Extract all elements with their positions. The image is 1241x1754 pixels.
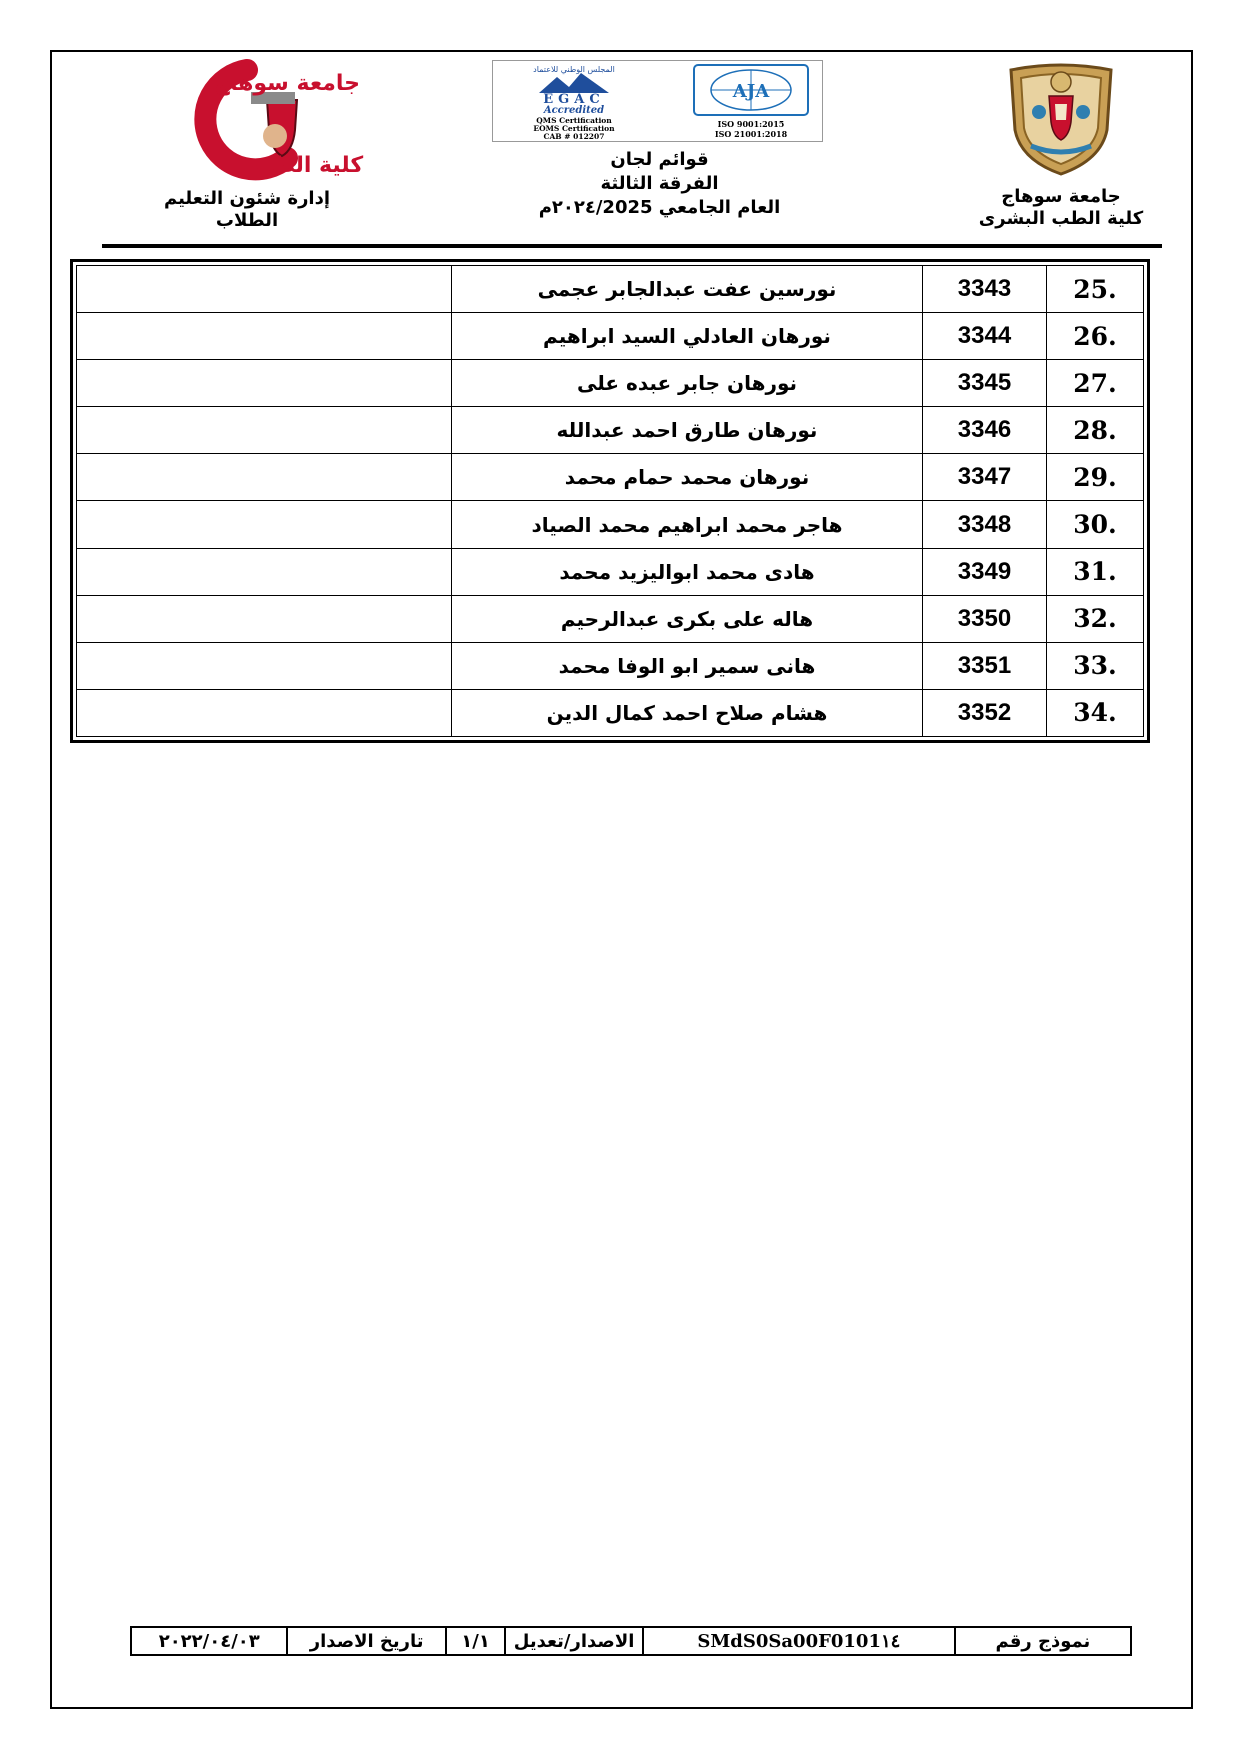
form-number-label: نموذج رقم bbox=[954, 1628, 1130, 1654]
table-row bbox=[77, 548, 1144, 595]
egac-line1: QMS Certification bbox=[536, 116, 612, 125]
header-divider bbox=[102, 244, 1162, 248]
notes-cell bbox=[77, 360, 452, 407]
table-row bbox=[77, 642, 1144, 689]
document-header bbox=[52, 52, 1191, 242]
egac-status: Accredited bbox=[543, 105, 605, 116]
row-number: .26 bbox=[1047, 313, 1144, 360]
faculty-name: كلية الطب البشرى bbox=[978, 208, 1144, 229]
roster-body bbox=[77, 266, 1144, 737]
student-name: هادى محمد ابواليزيد محمد bbox=[452, 548, 923, 595]
egac-line3: CAB # 012207 bbox=[543, 132, 605, 141]
issue-date-label: تاريخ الاصدار bbox=[286, 1628, 444, 1654]
student-code: 3350 bbox=[923, 595, 1047, 642]
student-name: هانى سمير ابو الوفا محمد bbox=[452, 642, 923, 689]
table-row bbox=[77, 266, 1144, 313]
notes-cell bbox=[77, 313, 452, 360]
row-number: .34 bbox=[1047, 689, 1144, 736]
row-number: .29 bbox=[1047, 454, 1144, 501]
student-code: 3344 bbox=[923, 313, 1047, 360]
row-number: .33 bbox=[1047, 642, 1144, 689]
student-code: 3352 bbox=[923, 689, 1047, 736]
university-block bbox=[971, 60, 1151, 230]
row-number: .27 bbox=[1047, 360, 1144, 407]
table-row bbox=[77, 407, 1144, 454]
certification-logos bbox=[492, 60, 823, 142]
aja-line2: ISO 21001:2018 bbox=[714, 129, 788, 139]
egac-line2: EOMS Certification bbox=[533, 124, 615, 133]
form-footer bbox=[130, 1626, 1132, 1656]
row-number: .31 bbox=[1047, 548, 1144, 595]
university-crest-icon bbox=[1001, 60, 1121, 178]
notes-cell bbox=[77, 454, 452, 501]
university-name: جامعة سوهاج bbox=[1001, 186, 1121, 207]
table-row bbox=[77, 454, 1144, 501]
egac-name: EGAC bbox=[543, 92, 605, 107]
student-name: هشام صلاح احمد كمال الدين bbox=[452, 689, 923, 736]
department-name: إدارة شئون التعليم الطلاب bbox=[163, 188, 331, 231]
logo-text-top: جامعة سوهاج bbox=[214, 71, 360, 96]
row-number: .28 bbox=[1047, 407, 1144, 454]
notes-cell bbox=[77, 548, 452, 595]
logo-text-bottom: كلية الطب bbox=[250, 153, 364, 178]
aja-certification-logo bbox=[686, 63, 816, 141]
row-number: .30 bbox=[1047, 501, 1144, 548]
table-row bbox=[77, 501, 1144, 548]
notes-cell bbox=[77, 642, 452, 689]
student-roster bbox=[70, 259, 1150, 743]
student-code: 3348 bbox=[923, 501, 1047, 548]
student-name: نورسين عفت عبدالجابر عجمى bbox=[452, 266, 923, 313]
table-row bbox=[77, 689, 1144, 736]
student-name: نورهان محمد حمام محمد bbox=[452, 454, 923, 501]
table-row bbox=[77, 360, 1144, 407]
notes-cell bbox=[77, 266, 452, 313]
egac-arabic-text: المجلس الوطني للاعتماد bbox=[533, 65, 615, 74]
edition-value: ١/١ bbox=[445, 1628, 504, 1654]
grade-label: الفرقة الثالثة bbox=[600, 173, 719, 194]
roster-table bbox=[76, 265, 1144, 737]
aja-name: AJA bbox=[732, 81, 770, 102]
student-code: 3343 bbox=[923, 266, 1047, 313]
egac-accreditation-logo bbox=[499, 63, 649, 141]
aja-line1: ISO 9001:2015 bbox=[717, 119, 785, 129]
student-name: نورهان طارق احمد عبدالله bbox=[452, 407, 923, 454]
title-block bbox=[492, 60, 827, 220]
issue-date: ٢٠٢٢/٠٤/٠٣ bbox=[158, 1630, 260, 1652]
faculty-logo bbox=[147, 60, 364, 180]
row-number: .32 bbox=[1047, 595, 1144, 642]
student-code: 3351 bbox=[923, 642, 1047, 689]
table-row bbox=[77, 595, 1144, 642]
department-block bbox=[132, 60, 362, 232]
form-code: SMdS0Sa00F0101١٤ bbox=[642, 1628, 954, 1654]
table-row bbox=[77, 313, 1144, 360]
student-name: هاله على بكرى عبدالرحيم bbox=[452, 595, 923, 642]
academic-year: العام الجامعي ٢٠٢٤/2025م bbox=[538, 197, 781, 218]
student-code: 3345 bbox=[923, 360, 1047, 407]
student-code: 3349 bbox=[923, 548, 1047, 595]
list-title: قوائم لجان bbox=[610, 149, 709, 170]
notes-cell bbox=[77, 407, 452, 454]
student-code: 3347 bbox=[923, 454, 1047, 501]
notes-cell bbox=[77, 501, 452, 548]
row-number: .25 bbox=[1047, 266, 1144, 313]
notes-cell bbox=[77, 595, 452, 642]
student-code: 3346 bbox=[923, 407, 1047, 454]
notes-cell bbox=[77, 689, 452, 736]
student-name: نورهان جابر عبده على bbox=[452, 360, 923, 407]
edition-label: الاصدار/تعديل bbox=[504, 1628, 642, 1654]
student-name: هاجر محمد ابراهيم محمد الصياد bbox=[452, 501, 923, 548]
student-name: نورهان العادلي السيد ابراهيم bbox=[452, 313, 923, 360]
